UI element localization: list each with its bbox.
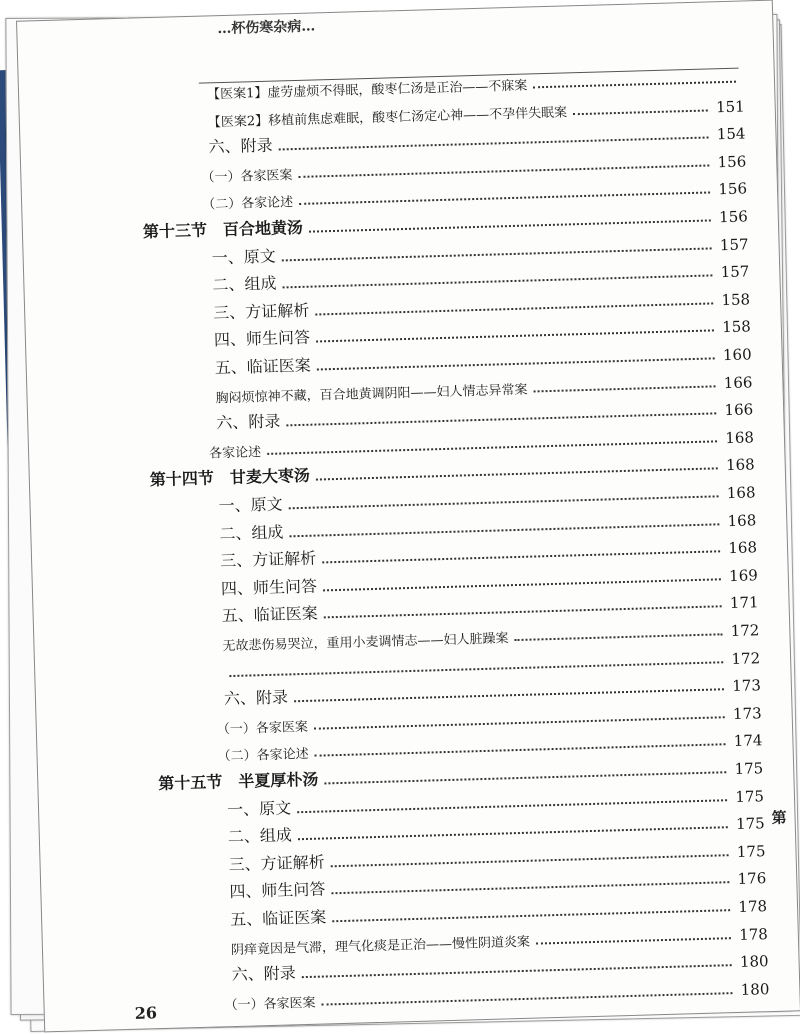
toc-entry-title: 阴痒竟因是气滞，理气化痰是正治——慢性阴道炎案 xyxy=(230,934,531,958)
table-of-contents xyxy=(17,1,800,1032)
toc-dot-leader xyxy=(536,937,731,944)
toc-entry-page: 168 xyxy=(728,538,758,558)
toc-entry-title: 四、师生问答 xyxy=(229,879,326,902)
toc-entry-page: 169 xyxy=(728,566,759,585)
toc-entry-title: （二）各家论述 xyxy=(217,747,309,765)
toc-dot-leader xyxy=(533,81,736,89)
toc-entry-page: 151 xyxy=(715,97,745,116)
toc-entry-page: 168 xyxy=(727,510,757,530)
toc-dot-leader xyxy=(323,578,721,591)
toc-entry-title: 第十四节 甘麦大枣汤 xyxy=(149,466,311,490)
toc-entry-title: 三、方证解析 xyxy=(219,548,317,571)
toc-entry-page: 173 xyxy=(732,704,762,723)
toc-dot-leader xyxy=(332,909,730,922)
toc-entry-title: 三、方证解析 xyxy=(228,852,325,874)
toc-entry-title: 五、临证医案 xyxy=(221,603,318,626)
page-number: 26 xyxy=(134,1003,158,1023)
toc-entry-title: 六、附录 xyxy=(231,963,296,985)
toc-entry-title: （一）各家医案 xyxy=(216,719,309,738)
toc-entry-page: 158 xyxy=(721,317,752,337)
toc-entry-page: 178 xyxy=(738,924,769,944)
toc-entry-title: 一、原文 xyxy=(218,494,283,516)
toc-entry-title: 一、原文 xyxy=(211,246,276,267)
toc-entry-title: 四、师生问答 xyxy=(220,576,318,599)
toc-entry-title: 二、组成 xyxy=(212,273,277,295)
toc-entry-title: 六、附录 xyxy=(208,135,273,157)
toc-entry-page: 168 xyxy=(726,483,756,503)
toc-dot-leader xyxy=(324,771,726,784)
toc-dot-leader xyxy=(322,992,733,1005)
toc-dot-leader xyxy=(316,330,714,343)
toc-entry-page: 168 xyxy=(725,428,755,447)
toc-entry-page: 180 xyxy=(739,952,769,972)
toc-dot-leader xyxy=(534,385,716,392)
toc-entry-title: 第十五节 半夏厚朴汤 xyxy=(158,769,319,794)
toc-entry-page: 174 xyxy=(733,731,763,751)
toc-dot-leader xyxy=(324,606,722,619)
side-mark: 第 xyxy=(771,808,787,827)
toc-entry-title: 五、临证医案 xyxy=(229,907,327,930)
toc-entry-page: 175 xyxy=(736,841,766,861)
toc-entry-title: （一）各家医案 xyxy=(224,995,316,1014)
toc-entry-page: 175 xyxy=(735,786,765,806)
toc-entry-title: 【医案2】移植前焦虑难眠，酸枣仁汤定心神——不孕伴失眠案 xyxy=(207,105,568,131)
toc-dot-leader xyxy=(573,109,708,115)
toc-entry-title: 第十三节 百合地黄汤 xyxy=(142,217,304,242)
toc-entry-title: 二、组成 xyxy=(219,522,284,543)
toc-entry-page: 175 xyxy=(734,759,764,778)
toc-entry-page: 176 xyxy=(737,869,767,889)
toc-entry-page: 180 xyxy=(740,979,770,999)
toc-entry-title: 二、组成 xyxy=(227,825,293,847)
toc-entry-page: 178 xyxy=(738,897,768,916)
toc-entry-title: 【医案1】虚劳虚烦不得眠，酸枣仁汤是正治——不寐案 xyxy=(206,78,528,103)
toc-entry-page: 157 xyxy=(719,234,749,254)
toc-dot-leader xyxy=(309,219,711,232)
toc-dot-leader xyxy=(514,633,722,641)
toc-entry-title: 一、原文 xyxy=(226,797,292,819)
toc-dot-leader xyxy=(322,550,720,563)
toc-entry-title: 各家论述 xyxy=(208,444,262,462)
toc-dot-leader xyxy=(332,882,730,895)
toc-entry-page: 157 xyxy=(720,262,750,282)
toc-entry-title: 四、师生问答 xyxy=(213,328,311,350)
running-head: …杯伤寒杂病… xyxy=(217,18,316,38)
toc-dot-leader xyxy=(315,302,713,315)
toc-entry-page: 166 xyxy=(724,400,754,420)
toc-entry-page: 171 xyxy=(729,593,759,613)
toc-entry-title: 五、临证医案 xyxy=(214,355,312,378)
toc-entry-title: 六、附录 xyxy=(216,411,281,433)
toc-dot-leader xyxy=(317,357,715,370)
toc-entry-page: 160 xyxy=(722,345,752,365)
toc-entry-title: 胸闷烦惊神不藏，百合地黄调阴阳——妇人情志异常案 xyxy=(215,382,528,406)
toc-entry-page: 166 xyxy=(723,372,753,392)
toc-entry-title: 无故悲伤易哭泣，重用小麦调情志——妇人脏躁案 xyxy=(222,631,509,655)
toc-entry-title: （一）各家医案 xyxy=(201,167,293,186)
toc-entry-page: 175 xyxy=(735,814,765,834)
toc-entry-page: 156 xyxy=(717,152,747,172)
toc-dot-leader xyxy=(316,468,718,481)
toc-entry-title: （二）各家论述 xyxy=(202,195,294,214)
toc-entry-page: 173 xyxy=(731,676,762,696)
toc-entry-page: 156 xyxy=(718,179,748,199)
toc-entry-page: 168 xyxy=(725,455,755,475)
toc-entry-page: 172 xyxy=(731,648,761,668)
toc-entry-page: 158 xyxy=(721,290,751,309)
toc-entry-page: 154 xyxy=(716,124,746,144)
toc-dot-leader xyxy=(331,854,729,867)
toc-entry-page: 156 xyxy=(718,207,749,227)
toc-entry-title: 三、方证解析 xyxy=(212,300,310,323)
toc-entry-title: 六、附录 xyxy=(223,687,289,709)
toc-entry-page: 172 xyxy=(730,621,760,641)
toc-page xyxy=(16,0,800,1032)
